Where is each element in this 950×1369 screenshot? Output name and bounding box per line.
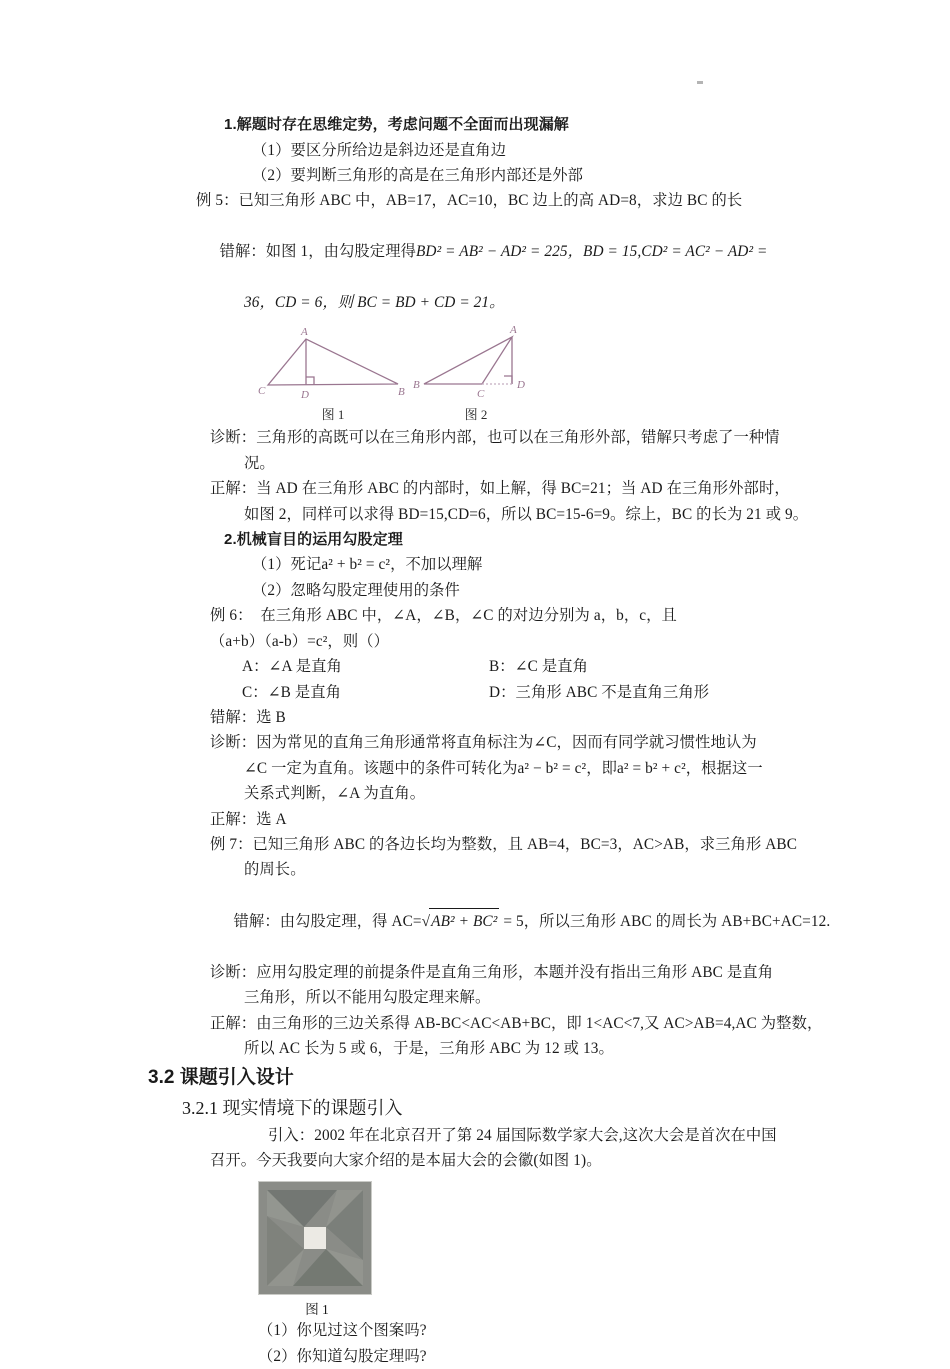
example-5-wrong-math-1: BD² = AB² − AD² = 225，BD = 15,CD² = AC² − AD² =	[415, 243, 768, 261]
example-7-wrong-solution	[196, 883, 844, 960]
example-6-diagnosis-line-3: 关系式判断，∠A 为直角。	[244, 785, 426, 803]
pinwheel-diagram	[259, 1182, 371, 1294]
example-6-diagnosis-line-2: ∠C 一定为直角。该题中的条件可转化为a² − b² = c²，即a² = b² + c²，根据这一	[244, 759, 763, 777]
svg-text:C: C	[477, 388, 485, 400]
figure-1-triangle	[258, 321, 408, 399]
figure-pair	[196, 321, 844, 425]
example-6-problem-line-2: （a+b）（a-b）=c²，则（）	[210, 632, 390, 650]
document-body	[148, 112, 844, 1369]
section-1-point-2: （2）要判断三角形的高是在三角形内部还是外部	[252, 166, 584, 184]
example-7-wrong-suffix: = 5，所以三角形 ABC 的周长为 AB+BC+AC=12.	[499, 913, 831, 931]
example-5-correct-line-1: 正解：当 AD 在三角形 ABC 的内部时，如上解，得 BC=21；当 AD 在三角形外部时，	[210, 480, 790, 498]
example-5-correct-line-2: 如图 2，同样可以求得 BD=15,CD=6，所以 BC=15-6=9。综上，BC 的长为 21 或 9。	[244, 505, 809, 523]
example-7-problem-line-2: 的周长。	[244, 861, 306, 879]
svg-text:B: B	[398, 386, 405, 399]
intro-line-1: 引入：2002 年在北京召开了第 24 届国际数学家大会,这次大会是首次在中国	[268, 1126, 777, 1144]
example-6-problem-line-1: 例 6： 在三角形 ABC 中，∠A，∠B，∠C 的对边分别为 a，b，c，且	[210, 607, 677, 625]
svg-text:A: A	[510, 324, 517, 337]
section-2-point-1: （1）死记a² + b² = c²，不加以理解	[252, 556, 483, 574]
section-3-2-heading: 3.2 课题引入设计	[148, 1066, 294, 1088]
emblem-caption: 图 1	[305, 1302, 329, 1318]
example-6-option-row-2	[196, 680, 844, 705]
example-5-wrong-prefix: 错解：如图 1，由勾股定理得	[219, 243, 416, 261]
example-5-diagnosis-line-1: 诊断：三角形的高既可以在三角形内部，也可以在三角形外部，错解只考虑了一种情	[210, 429, 780, 447]
example-7-wrong-prefix: 错解：由勾股定理，得 AC=	[233, 913, 422, 931]
intro-question-2: （2）你知道勾股定理吗?	[258, 1347, 427, 1365]
icm-2002-emblem-image	[258, 1181, 372, 1295]
example-5-problem: 例 5：已知三角形 ABC 中，AB=17，AC=10，BC 边上的高 AD=8，求边 BC 的长	[196, 192, 743, 210]
section-2-heading: 2.机械盲目的运用勾股定理	[224, 530, 403, 548]
svg-text:C: C	[258, 385, 266, 398]
svg-text:B: B	[413, 379, 420, 392]
example-6-option-row-1	[196, 654, 844, 679]
square-root-expression	[422, 908, 500, 934]
radical-sign: √	[421, 913, 431, 931]
section-2-point-2: （2）忽略勾股定理使用的条件	[252, 581, 460, 599]
svg-text:A: A	[301, 326, 308, 339]
emblem-figure	[258, 1181, 376, 1318]
example-6-option-d: D：三角形 ABC 不是直角三角形	[489, 683, 710, 701]
figure-1-caption: 图 1	[321, 407, 345, 423]
example-6-diagnosis-line-1: 诊断：因为常见的直角三角形通常将直角标注为∠C，因而有同学就习惯性地认为	[210, 734, 757, 752]
section-1-point-1: （1）要区分所给边是斜边还是直角边	[252, 141, 507, 159]
radicand: AB² + BC²	[429, 908, 499, 934]
example-6-option-c: C：∠B 是直角	[242, 683, 342, 701]
example-5-wrong-math-2: 36，CD = 6，则 BC = BD + CD = 21。	[244, 293, 505, 311]
section-3-2-1-subheading: 3.2.1 现实情境下的课题引入	[182, 1097, 403, 1118]
figure-2-caption: 图 2	[464, 407, 488, 423]
section-1-heading: 1.解题时存在思维定势，考虑问题不全面而出现漏解	[224, 116, 569, 133]
example-7-correct-line-1: 正解：由三角形的三边关系得 AB-BC<AC<AB+BC，即 1<AC<7,又 AC>AB=4,AC 为整数，	[210, 1014, 823, 1032]
example-6-option-a: A：∠A 是直角	[242, 658, 342, 676]
figure-2	[412, 321, 540, 423]
intro-question-1: （1）你见过这个图案吗?	[258, 1322, 427, 1340]
figure-1	[258, 321, 408, 423]
intro-line-2: 召开。今天我要向大家介绍的是本届大会的会徽(如图 1)。	[210, 1152, 602, 1169]
example-7-problem-line-1: 例 7：已知三角形 ABC 的各边长均为整数，且 AB=4，BC=3，AC>AB，求三角形 ABC	[210, 835, 798, 853]
example-6-option-b: B：∠C 是直角	[489, 658, 589, 676]
example-7-correct-line-2: 所以 AC 长为 5 或 6，于是，三角形 ABC 为 12 或 13。	[244, 1040, 614, 1058]
figure-2-triangle	[412, 321, 540, 399]
example-7-diagnosis-line-1: 诊断：应用勾股定理的前提条件是直角三角形，本题并没有指出三角形 ABC 是直角	[210, 963, 774, 981]
page-top-mark	[697, 81, 703, 84]
example-7-diagnosis-line-2: 三角形，所以不能用勾股定理来解。	[244, 989, 491, 1007]
example-5-wrong-solution	[196, 214, 844, 290]
svg-text:D: D	[301, 389, 309, 400]
example-5-diagnosis-line-2: 况。	[244, 454, 275, 472]
example-6-correct: 正解：选 A	[210, 810, 287, 828]
example-6-wrong: 错解：选 B	[210, 708, 286, 726]
svg-text:D: D	[517, 379, 525, 392]
